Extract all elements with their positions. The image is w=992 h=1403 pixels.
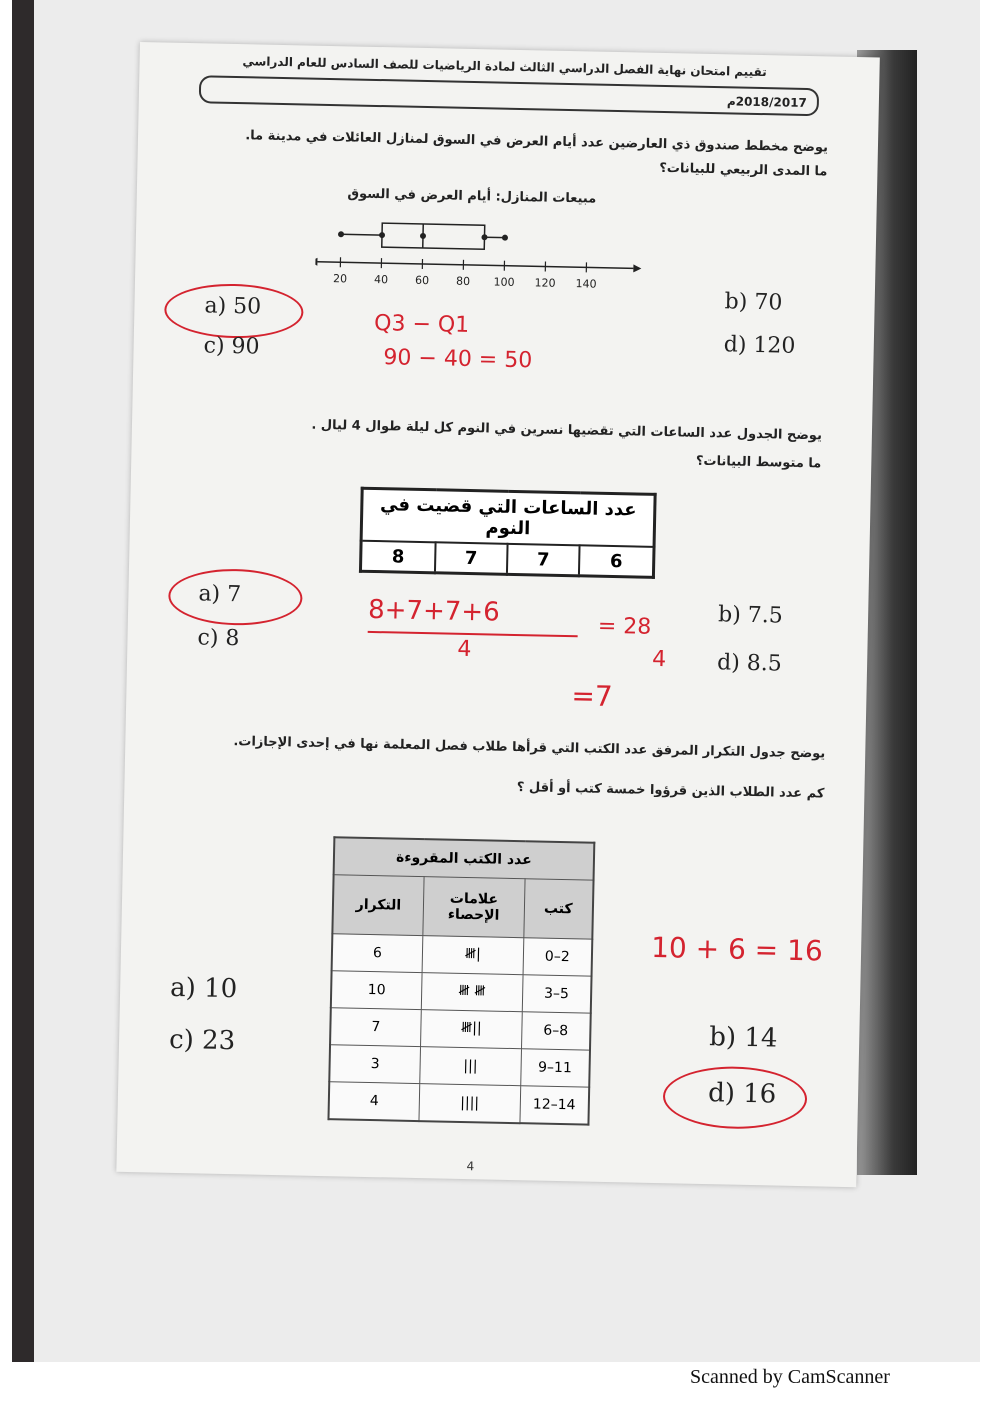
sleep-hours-table	[359, 487, 657, 579]
camscanner-footer: Scanned by CamScanner	[690, 1366, 890, 1388]
q1-option-a[interactable]: a) 50	[204, 293, 262, 320]
q2-option-d[interactable]: d) 8.5	[716, 650, 783, 677]
freq-table-title: عدد الكتب المقروءة	[334, 837, 595, 880]
axis-arrow-right	[633, 264, 641, 272]
q2-work-result: =7	[571, 679, 614, 714]
q1-option-b[interactable]: b) 70	[724, 289, 783, 316]
iqr-box	[382, 223, 485, 249]
q2-work-denominator: 4	[457, 636, 472, 663]
q1-question: ما المدى الربيعي للبيانات؟	[659, 160, 828, 180]
frequency-table	[327, 836, 595, 1125]
q1-work-line1: Q3 − Q1	[373, 310, 470, 338]
q2-work-numerator: 8+7+7+6	[367, 594, 500, 628]
sleep-table-header: عدد الساعات التي قضيت في النوم	[361, 488, 655, 547]
tick-label: 60	[414, 273, 430, 288]
sleep-value-3: 7	[507, 544, 580, 576]
q3-text: يوضح جدول التكرار المرفق عدد الكتب التي قرأها طلاب فصل المعلمة نها في إحدى الإجازات.	[233, 734, 826, 762]
q2-question: ما متوسط البيانات؟	[695, 453, 822, 472]
q2-option-c[interactable]: c) 8	[197, 625, 240, 652]
col-books: كتب	[524, 879, 594, 939]
q2-option-b[interactable]: b) 7.5	[717, 602, 784, 629]
whisker-left	[341, 234, 382, 235]
q2-work-eq-den: 4	[651, 646, 667, 673]
q2-text: يوضح الجدول عدد الساعات التي تقضيها نسرين في النوم كل ليلة طوال 4 ليال .	[311, 417, 823, 444]
freq-cell: 10	[331, 971, 422, 1010]
tally-cell: ||||	[419, 1084, 521, 1124]
q2-fraction-bar	[368, 631, 578, 637]
tally-cell: 𝍸 𝍸	[421, 973, 523, 1012]
tick-label: 40	[373, 272, 389, 287]
table-row	[331, 971, 592, 1013]
sleep-value-4: 6	[579, 545, 654, 577]
q3-work: 10 + 6 = 16	[650, 930, 824, 968]
tick-label: 100	[493, 275, 515, 289]
q3-question: كم عدد الطلاب الذين قرؤوا خمسة كتب أو أقل ؟	[516, 780, 825, 802]
exam-header-box	[199, 75, 819, 116]
tick-label: 120	[534, 276, 556, 290]
q1-option-d[interactable]: d) 120	[723, 332, 796, 359]
range-cell: 9–11	[520, 1049, 590, 1087]
q2-option-a[interactable]: a) 7	[198, 581, 242, 608]
freq-cell: 4	[328, 1082, 419, 1121]
median-point	[420, 233, 426, 239]
tick-label: 140	[575, 277, 597, 291]
freq-cell: 3	[329, 1045, 420, 1084]
exam-header-title: تقييم امتحان نهاية الفصل الدراسي الثالث لمادة الرياضيات للصف السادس للعام الدراسي	[242, 54, 767, 80]
exam-page	[116, 42, 880, 1187]
range-cell: 6–8	[521, 1012, 591, 1050]
tick-label: 80	[455, 274, 471, 288]
q3-option-b[interactable]: b) 14	[708, 1022, 778, 1054]
photo-background	[12, 0, 980, 1362]
tick-label: 20	[332, 272, 348, 286]
max-point	[502, 235, 508, 241]
range-cell: 12–14	[520, 1086, 590, 1125]
q3-point	[481, 234, 487, 240]
q3-option-d[interactable]: d) 16	[707, 1078, 777, 1110]
range-cell: 0–2	[523, 938, 593, 976]
sleep-value-2: 7	[435, 542, 508, 574]
col-freq: التكرار	[332, 875, 424, 936]
table-row	[329, 1045, 590, 1087]
q1-option-c[interactable]: c) 90	[203, 333, 260, 360]
exam-year: 2018/2017م	[726, 94, 808, 110]
freq-cell: 6	[332, 934, 423, 973]
col-tally: علامات الإحصاء	[423, 877, 525, 938]
freq-cell: 7	[330, 1008, 421, 1047]
min-point	[338, 231, 344, 237]
q1-point	[379, 232, 385, 238]
table-row	[330, 1008, 591, 1050]
range-cell: 3–5	[522, 975, 592, 1013]
q1-work-line2: 90 − 40 = 50	[383, 345, 533, 374]
tally-cell: 𝍸|	[422, 936, 524, 975]
chart-title: مبيعات المنازل: أيام العرض في السوق	[347, 186, 597, 207]
q1-text: يوضح مخطط صندوق ذي العارضين عدد أيام العرض في السوق لمنازل العائلات في مدينة ما.	[245, 128, 829, 156]
dark-edge	[12, 0, 34, 1362]
tally-cell: 𝍸||	[420, 1010, 522, 1049]
table-row	[332, 934, 593, 976]
tally-cell: |||	[420, 1047, 522, 1086]
table-row	[328, 1082, 589, 1125]
q3-option-c[interactable]: c) 23	[168, 1024, 236, 1057]
axis-arrow-left	[315, 258, 318, 266]
page-number: 4	[466, 1159, 475, 1174]
sleep-value-1: 8	[360, 541, 435, 573]
box-plot	[315, 214, 646, 291]
q2-work-eq: = 28	[597, 613, 652, 640]
q3-option-a[interactable]: a) 10	[169, 972, 238, 1005]
